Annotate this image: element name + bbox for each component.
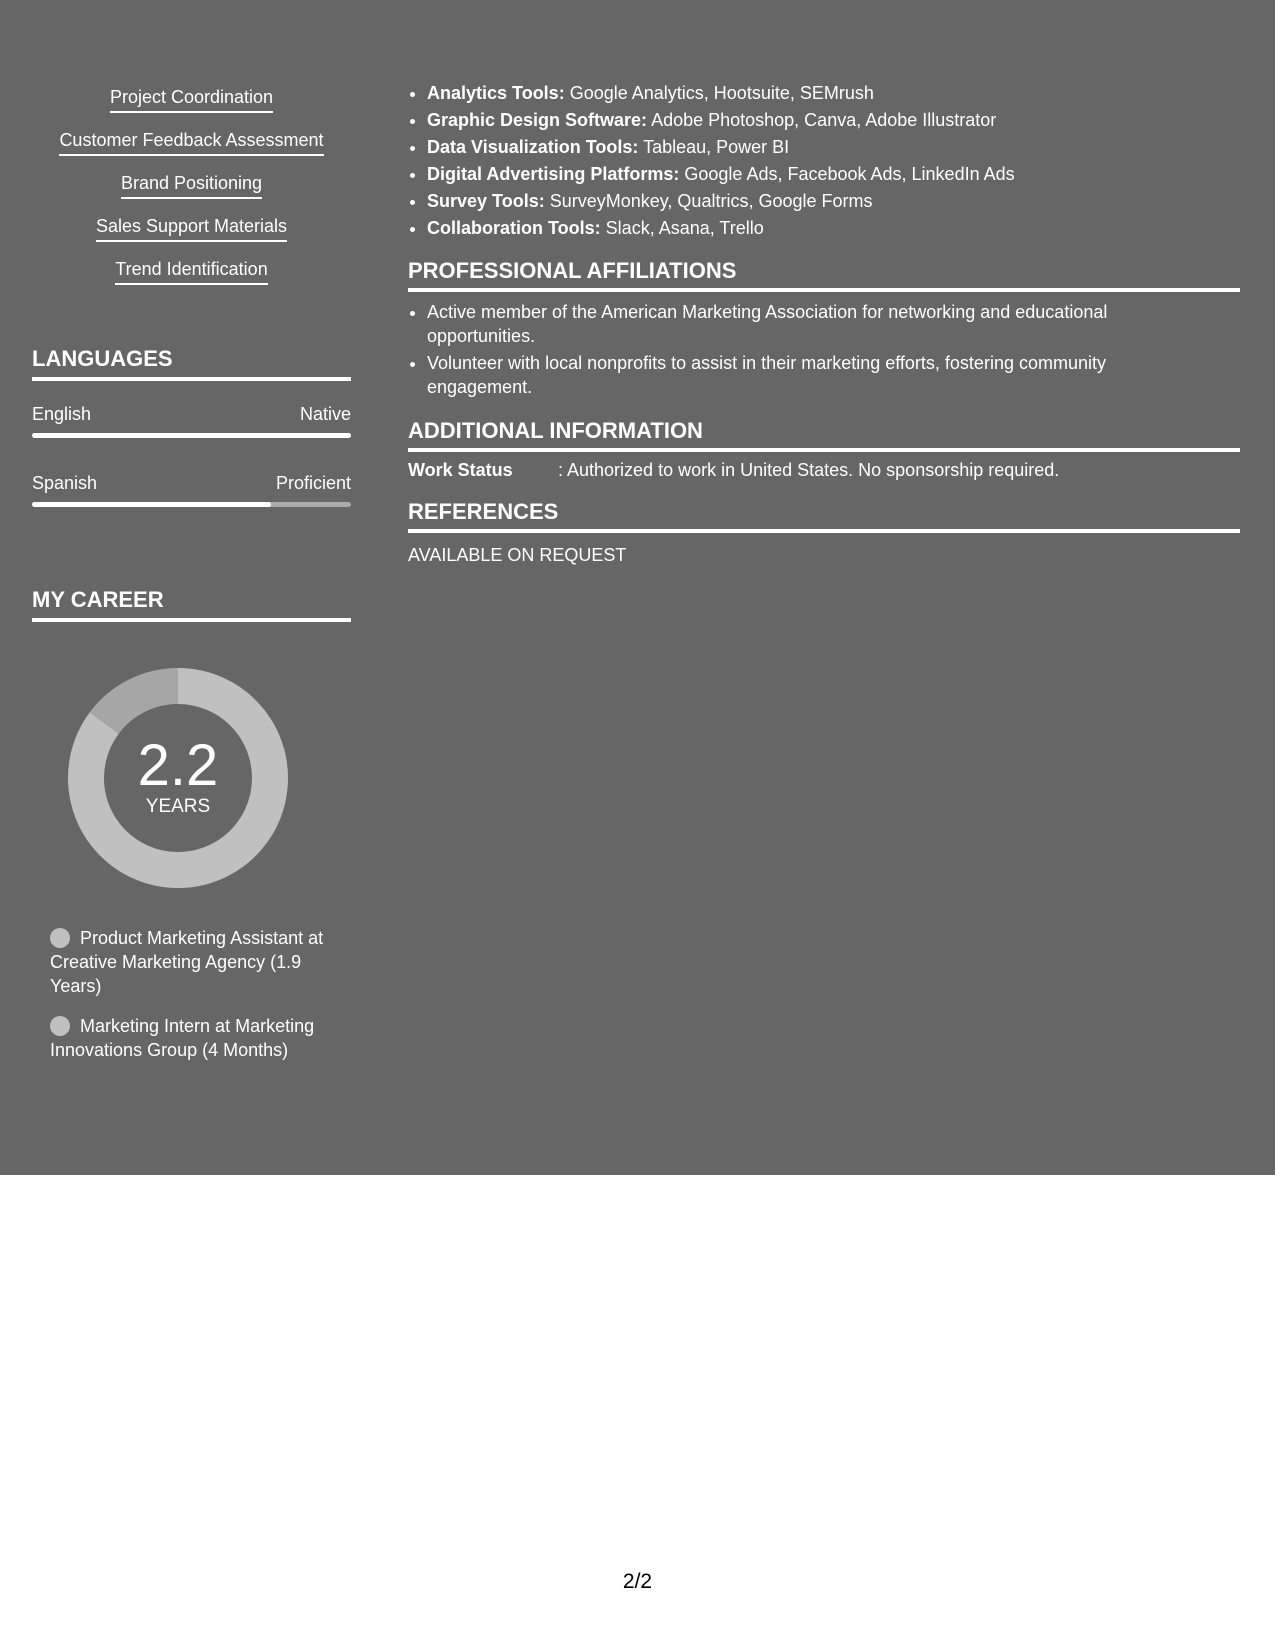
tool-item bbox=[427, 107, 1015, 134]
language-proficiency-bar bbox=[32, 502, 351, 507]
career-total-value: 2.2 bbox=[137, 733, 219, 798]
references-heading: REFERENCES bbox=[408, 498, 1240, 533]
affiliation-item: • Active member of the American Marketing Association for networking and educational opportunities. bbox=[427, 300, 1207, 348]
tools-list bbox=[408, 80, 1015, 242]
language-proficiency-fill bbox=[32, 433, 351, 438]
career-heading: MY CAREER bbox=[32, 586, 351, 622]
language-level: Native bbox=[299, 404, 351, 424]
tool-label: Graphic Design Software: bbox=[427, 110, 648, 130]
language-item-spanish bbox=[32, 472, 351, 507]
page-number: 2/2 bbox=[622, 1570, 653, 1593]
legend-dot-icon bbox=[50, 1016, 70, 1036]
career-total bbox=[66, 733, 290, 818]
tool-value: Slack, Asana, Trello bbox=[605, 218, 764, 238]
language-proficiency-bar bbox=[32, 433, 351, 438]
tool-item bbox=[427, 161, 1015, 188]
language-level: Proficient bbox=[275, 473, 351, 493]
language-name: English bbox=[32, 404, 92, 424]
tool-label: Data Visualization Tools: bbox=[427, 137, 639, 157]
work-status-row bbox=[408, 458, 1059, 482]
tool-label: Analytics Tools: bbox=[427, 83, 565, 103]
language-name: Spanish bbox=[32, 473, 98, 493]
tool-value: Adobe Photoshop, Canva, Adobe Illustrator bbox=[651, 110, 997, 130]
work-status-label: Work Status bbox=[408, 460, 513, 480]
career-legend bbox=[50, 926, 330, 1078]
affiliation-item: • Volunteer with local nonprofits to assist in their marketing efforts, fostering community engagement. bbox=[427, 351, 1207, 399]
tool-label: Digital Advertising Platforms: bbox=[427, 164, 680, 184]
career-donut-segment bbox=[104, 686, 178, 723]
career-donut-chart bbox=[66, 666, 290, 890]
tool-value: Tableau, Power BI bbox=[643, 137, 790, 157]
languages-heading: LANGUAGES bbox=[32, 345, 351, 381]
career-legend-item bbox=[50, 1014, 330, 1062]
tool-label: Collaboration Tools: bbox=[427, 218, 601, 238]
tool-value: Google Ads, Facebook Ads, LinkedIn Ads bbox=[684, 164, 1015, 184]
career-legend-item bbox=[50, 926, 330, 998]
skill-item: Customer Feedback Assessment bbox=[59, 129, 323, 156]
career-total-unit: YEARS bbox=[145, 796, 211, 817]
tool-item bbox=[427, 80, 1015, 107]
tool-label: Survey Tools: bbox=[427, 191, 545, 211]
affiliations-heading: PROFESSIONAL AFFILIATIONS bbox=[408, 257, 1240, 292]
tool-item bbox=[427, 134, 1015, 161]
skill-item: Brand Positioning bbox=[121, 172, 262, 199]
tool-value: SurveyMonkey, Qualtrics, Google Forms bbox=[549, 191, 873, 211]
career-legend-text: Marketing Intern at Marketing Innovations Group (4 Months) bbox=[50, 1016, 315, 1060]
tool-value: Google Analytics, Hootsuite, SEMrush bbox=[569, 83, 874, 103]
skill-item: Project Coordination bbox=[110, 86, 273, 113]
career-legend-text: Product Marketing Assistant at Creative Marketing Agency (1.9 Years) bbox=[50, 928, 324, 996]
legend-dot-icon bbox=[50, 928, 70, 948]
tool-item bbox=[427, 215, 1015, 242]
references-text: AVAILABLE ON REQUEST bbox=[408, 545, 627, 565]
skill-item: Trend Identification bbox=[115, 258, 267, 285]
additional-info-heading: ADDITIONAL INFORMATION bbox=[408, 417, 1240, 452]
language-proficiency-fill bbox=[32, 502, 271, 507]
tool-item bbox=[427, 188, 1015, 215]
language-item-english bbox=[32, 403, 351, 438]
skill-item: Sales Support Materials bbox=[96, 215, 287, 242]
skills-list bbox=[32, 86, 351, 301]
affiliations-list bbox=[408, 300, 1207, 402]
work-status-value: : Authorized to work in United States. No sponsorship required. bbox=[558, 460, 1060, 480]
